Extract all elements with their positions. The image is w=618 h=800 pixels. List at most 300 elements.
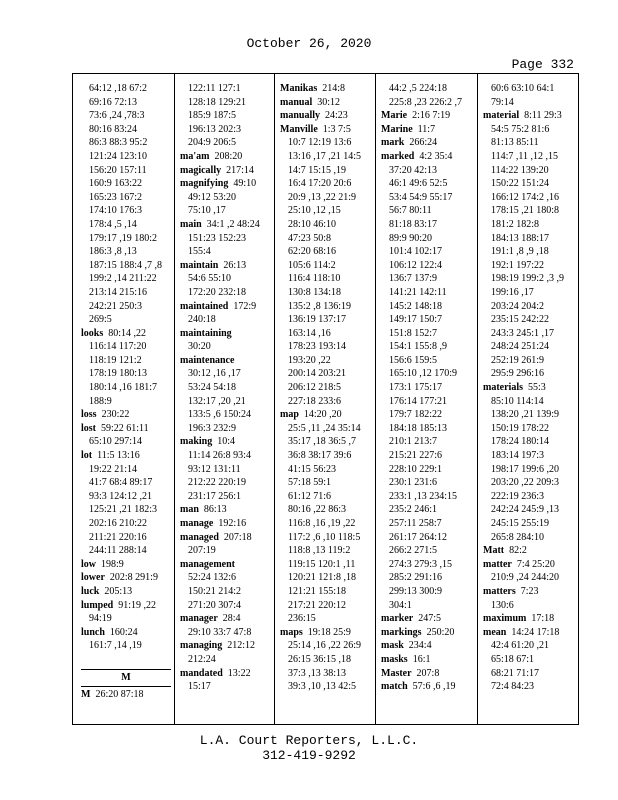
index-entry xyxy=(483,585,564,599)
index-continuation xyxy=(381,218,462,232)
page-refs: 30:12 xyxy=(312,96,341,108)
index-continuation xyxy=(280,435,361,449)
page-refs: 151:8 152:7 xyxy=(389,327,438,339)
index-continuation xyxy=(280,272,361,286)
index-entry xyxy=(180,327,260,341)
index-continuation xyxy=(280,395,361,409)
index-word: matters xyxy=(483,585,516,597)
index-continuation xyxy=(381,517,462,531)
page-refs: 230:22 xyxy=(96,409,130,421)
index-entry xyxy=(180,354,260,368)
index-continuation xyxy=(483,354,564,368)
index-word: magically xyxy=(180,164,222,176)
page-refs: 93:12 131:11 xyxy=(188,463,241,475)
index-continuation xyxy=(81,123,171,137)
page-refs: 271:20 307:4 xyxy=(188,599,242,611)
page-refs: 122:11 127:1 xyxy=(188,83,241,94)
index-continuation xyxy=(180,490,260,504)
index-entry xyxy=(381,150,462,164)
index-continuation xyxy=(483,517,564,531)
page-refs: 205:13 xyxy=(99,585,133,597)
page-refs: 13:22 xyxy=(222,667,251,679)
page-refs: 19:22 21:14 xyxy=(89,463,138,475)
page-refs: 228:10 229:1 xyxy=(389,463,443,475)
index-continuation xyxy=(483,340,564,354)
page-refs: 145:2 148:18 xyxy=(389,300,443,312)
index-word: maintain xyxy=(180,259,219,271)
page-refs: 41:7 68:4 89:17 xyxy=(89,477,153,489)
index-continuation xyxy=(483,463,564,477)
index-continuation xyxy=(483,313,564,327)
index-continuation xyxy=(81,245,171,259)
page-refs: 304:1 xyxy=(389,599,412,611)
index-continuation xyxy=(381,408,462,422)
index-word: Matt xyxy=(483,545,505,557)
index-entry xyxy=(381,626,462,640)
index-continuation xyxy=(280,653,361,667)
index-continuation xyxy=(81,232,171,246)
index-word: Master xyxy=(381,667,412,679)
footer xyxy=(0,733,618,763)
index-entry xyxy=(381,667,462,681)
index-continuation xyxy=(81,259,171,273)
index-continuation xyxy=(81,109,171,123)
page-refs: 150:19 178:22 xyxy=(491,422,550,434)
index-continuation xyxy=(280,191,361,205)
page-refs: 28:4 xyxy=(217,613,241,625)
index-word: materials xyxy=(483,382,523,394)
index-continuation xyxy=(483,667,564,681)
page-refs: 8:11 29:3 xyxy=(519,110,562,122)
page-refs: 54:6 55:10 xyxy=(188,273,232,285)
index-word: maintaining xyxy=(180,327,232,339)
page-refs: 245:15 255:19 xyxy=(491,518,550,529)
index-entry xyxy=(280,96,361,110)
index-word: M xyxy=(81,689,91,701)
page-refs: 125:21 ,21 182:3 xyxy=(89,504,158,516)
page-refs: 82:2 xyxy=(504,545,527,557)
page-refs: 64:12 ,18 67:2 xyxy=(89,83,148,94)
page-refs: 212:22 220:19 xyxy=(188,477,247,489)
index-continuation xyxy=(81,204,171,218)
index-entry xyxy=(81,327,171,341)
index-continuation xyxy=(81,82,171,96)
page-refs: 75:10 ,17 xyxy=(188,205,226,217)
index-continuation xyxy=(280,313,361,327)
page-refs: 17:18 xyxy=(526,613,555,625)
page-refs: 89:9 90:20 xyxy=(389,232,433,244)
page-refs: 116:14 117:20 xyxy=(89,341,147,353)
index-continuation xyxy=(81,164,171,178)
index-continuation xyxy=(180,96,260,110)
index-word: masks xyxy=(381,653,408,665)
index-continuation xyxy=(280,245,361,259)
index-continuation xyxy=(280,232,361,246)
index-entry xyxy=(180,435,260,449)
index-entry xyxy=(180,150,260,164)
page-refs: 191:1 ,8 ,9 ,18 xyxy=(491,246,549,258)
index-continuation xyxy=(280,476,361,490)
index-word: lunch xyxy=(81,626,105,638)
index-continuation xyxy=(381,313,462,327)
page-refs: 211:21 220:16 xyxy=(89,531,147,543)
page-refs: 37:3 ,13 38:13 xyxy=(288,667,347,679)
page-refs: 25:14 ,16 ,22 26:9 xyxy=(288,640,362,652)
page-refs: 85:10 114:14 xyxy=(491,395,544,407)
index-continuation xyxy=(180,544,260,558)
page-refs: 135:2 ,8 136:19 xyxy=(288,300,352,312)
page-number: Page 332 xyxy=(511,57,574,72)
index-continuation xyxy=(280,327,361,341)
page-refs: 72:4 84:23 xyxy=(491,681,535,693)
index-word: making xyxy=(180,436,213,448)
index-continuation xyxy=(180,367,260,381)
index-continuation xyxy=(483,476,564,490)
page-refs: 53:24 54:18 xyxy=(188,382,237,394)
index-continuation xyxy=(381,164,462,178)
page-refs: 42:4 61:20 ,21 xyxy=(491,640,550,652)
index-continuation xyxy=(81,272,171,286)
index-continuation xyxy=(483,571,564,585)
page-refs: 150:22 151:24 xyxy=(491,178,550,190)
page-refs: 118:8 ,13 119:2 xyxy=(288,545,351,557)
index-continuation xyxy=(483,96,564,110)
index-continuation xyxy=(280,204,361,218)
page-refs: 149:17 150:7 xyxy=(389,314,443,326)
index-continuation xyxy=(483,653,564,667)
index-continuation xyxy=(381,340,462,354)
index-continuation xyxy=(483,367,564,381)
page-refs: 156:20 157:11 xyxy=(89,164,147,176)
page-refs: 68:21 71:17 xyxy=(491,667,540,679)
index-continuation xyxy=(381,204,462,218)
index-continuation xyxy=(81,476,171,490)
index-continuation xyxy=(381,354,462,368)
page-refs: 236:15 xyxy=(288,613,316,625)
index-continuation xyxy=(483,327,564,341)
page-refs: 172:20 232:18 xyxy=(188,286,247,298)
page-refs: 180:14 ,16 181:7 xyxy=(89,382,158,394)
index-word: maintained xyxy=(180,300,229,312)
index-continuation xyxy=(81,136,171,150)
index-continuation xyxy=(81,177,171,191)
index-continuation xyxy=(180,313,260,327)
index-continuation xyxy=(280,531,361,545)
page-refs: 117:2 ,6 ,10 118:5 xyxy=(288,531,361,543)
index-continuation xyxy=(381,599,462,613)
page-refs: 214:8 xyxy=(317,83,346,94)
index-entry xyxy=(81,626,171,640)
page-refs: 35:17 ,18 36:5 ,7 xyxy=(288,436,357,448)
page-refs: 174:10 176:3 xyxy=(89,205,143,217)
page-refs: 160:24 xyxy=(104,626,138,638)
index-entry xyxy=(280,82,361,96)
page-refs: 215:21 227:6 xyxy=(389,450,443,462)
index-entry xyxy=(483,612,564,626)
index-continuation xyxy=(381,191,462,205)
index-continuation xyxy=(280,177,361,191)
page-refs: 94:19 xyxy=(89,613,112,625)
header-date: October 26, 2020 xyxy=(246,36,372,51)
page-refs: 257:11 258:7 xyxy=(389,518,442,529)
page-refs: 178:15 ,21 180:8 xyxy=(491,205,560,217)
page-refs: 116:4 118:10 xyxy=(288,273,341,285)
page-refs: 57:6 ,6 ,19 xyxy=(407,681,456,693)
page-refs: 202:8 291:9 xyxy=(104,572,158,584)
index-continuation xyxy=(381,327,462,341)
index-continuation xyxy=(180,653,260,667)
page-refs: 178:19 180:13 xyxy=(89,368,148,380)
index-continuation xyxy=(180,232,260,246)
page-refs: 250:20 xyxy=(421,626,455,638)
index-continuation xyxy=(381,259,462,273)
page-refs: 119:15 120:1 ,11 xyxy=(288,558,356,570)
index-continuation xyxy=(381,272,462,286)
index-continuation xyxy=(483,639,564,653)
page-refs: 36:8 38:17 39:6 xyxy=(288,450,352,462)
index-continuation xyxy=(381,381,462,395)
page-refs: 133:5 ,6 150:24 xyxy=(188,409,252,421)
index-entry xyxy=(180,164,260,178)
index-continuation xyxy=(81,544,171,558)
index-continuation xyxy=(483,191,564,205)
index-continuation xyxy=(280,164,361,178)
index-continuation xyxy=(81,517,171,531)
page-refs: 28:10 46:10 xyxy=(288,218,337,230)
page-refs: 47:23 50:8 xyxy=(288,232,332,244)
column-divider xyxy=(477,74,478,724)
index-word: marker xyxy=(381,613,414,625)
page-refs: 207:19 xyxy=(188,545,216,557)
index-continuation xyxy=(81,96,171,110)
page-refs: 86:13 xyxy=(198,504,227,516)
page-refs: 2:16 7:19 xyxy=(407,110,451,122)
page-refs: 176:14 177:21 xyxy=(389,395,448,407)
page-refs: 138:20 ,21 139:9 xyxy=(491,409,560,421)
index-continuation xyxy=(180,245,260,259)
index-entry xyxy=(483,381,564,395)
page-refs: 4:2 35:4 xyxy=(414,150,453,162)
index-entry xyxy=(381,123,462,137)
index-continuation xyxy=(483,395,564,409)
index-word: Marie xyxy=(381,110,408,122)
index-continuation xyxy=(483,408,564,422)
page-refs: 203:20 ,22 209:3 xyxy=(491,477,560,489)
index-entry xyxy=(81,408,171,422)
index-continuation xyxy=(180,476,260,490)
page-refs: 121:24 123:10 xyxy=(89,150,148,162)
page-refs: 10:4 xyxy=(212,436,236,448)
page-refs: 128:18 129:21 xyxy=(188,96,247,108)
page-refs: 132:17 ,20 ,21 xyxy=(188,395,246,407)
index-continuation xyxy=(280,639,361,653)
index-continuation xyxy=(280,680,361,694)
index-word: lower xyxy=(81,572,105,584)
index-continuation xyxy=(381,395,462,409)
page-refs: 29:10 33:7 47:8 xyxy=(188,626,252,638)
index-entry xyxy=(180,558,260,572)
blank-line xyxy=(81,653,171,667)
index-continuation xyxy=(180,286,260,300)
index-word: mean xyxy=(483,626,507,638)
page-refs: 116:8 ,16 ,19 ,22 xyxy=(288,518,356,529)
index-continuation xyxy=(381,245,462,259)
index-continuation xyxy=(180,340,260,354)
page-refs: 37:20 42:13 xyxy=(389,164,438,176)
page-refs: 80:14 ,22 xyxy=(103,327,147,339)
page-refs: 172:9 xyxy=(228,300,257,312)
index-continuation xyxy=(381,585,462,599)
index-word: marked xyxy=(381,150,415,162)
index-word: loss xyxy=(81,409,97,421)
index-continuation xyxy=(280,667,361,681)
page-refs: 198:19 199:2 ,3 ,9 xyxy=(491,273,565,285)
page-refs: 242:21 250:3 xyxy=(89,300,143,312)
page-refs: 11:14 26:8 93:4 xyxy=(188,450,251,462)
page-refs: 136:7 137:9 xyxy=(389,273,438,285)
page-refs: 165:10 ,12 170:9 xyxy=(389,368,458,380)
page-refs: 80:16 ,22 86:3 xyxy=(288,504,347,516)
index-continuation xyxy=(280,286,361,300)
index-word: maintenance xyxy=(180,354,235,366)
index-word: matter xyxy=(483,558,512,570)
page-refs: 233:1 ,13 234:15 xyxy=(389,490,458,502)
index-continuation xyxy=(280,517,361,531)
index-word: luck xyxy=(81,585,100,597)
page-refs: 61:12 71:6 xyxy=(288,490,332,502)
page-refs: 212:24 xyxy=(188,653,216,665)
page-refs: 243:3 245:1 ,17 xyxy=(491,327,555,339)
page-refs: 244:11 288:14 xyxy=(89,545,147,557)
index-continuation xyxy=(381,232,462,246)
index-continuation xyxy=(381,177,462,191)
section-rule xyxy=(81,686,171,687)
index-continuation xyxy=(483,300,564,314)
index-continuation xyxy=(81,313,171,327)
index-word: lumped xyxy=(81,599,114,611)
index-word: managed xyxy=(180,531,219,543)
index-continuation xyxy=(381,571,462,585)
page-refs: 114:22 139:20 xyxy=(491,164,549,176)
index-continuation xyxy=(280,544,361,558)
page-refs: 184:13 188:17 xyxy=(491,232,550,244)
index-entry xyxy=(180,667,260,681)
index-continuation xyxy=(180,449,260,463)
page-refs: 11:5 13:16 xyxy=(92,450,140,462)
page-refs: 25:5 ,11 ,24 35:14 xyxy=(288,422,361,434)
page-refs: 179:17 ,19 180:2 xyxy=(89,232,158,244)
page-refs: 93:3 124:12 ,21 xyxy=(89,490,153,502)
page-refs: 192:1 197:22 xyxy=(491,259,545,271)
index-continuation xyxy=(280,490,361,504)
index-entry xyxy=(180,259,260,273)
index-continuation xyxy=(381,544,462,558)
page-refs: 207:8 xyxy=(411,667,440,679)
index-entry xyxy=(81,449,171,463)
index-continuation xyxy=(381,435,462,449)
index-continuation xyxy=(81,300,171,314)
index-continuation xyxy=(81,218,171,232)
page-refs: 20:9 ,13 ,22 21:9 xyxy=(288,191,357,203)
page-refs: 199:16 ,17 xyxy=(491,286,534,298)
page-refs: 165:23 167:2 xyxy=(89,191,143,203)
page-refs: 235:2 246:1 xyxy=(389,504,438,516)
index-continuation xyxy=(81,340,171,354)
page-refs: 210:1 213:7 xyxy=(389,436,438,448)
index-word: material xyxy=(483,110,520,122)
index-continuation xyxy=(180,204,260,218)
index-continuation xyxy=(81,367,171,381)
index-entry xyxy=(483,558,564,572)
page-refs: 188:9 xyxy=(89,395,112,407)
index-continuation xyxy=(280,503,361,517)
index-entry xyxy=(180,531,260,545)
index-continuation xyxy=(81,503,171,517)
page-refs: 65:10 297:14 xyxy=(89,436,143,448)
page-refs: 106:12 122:4 xyxy=(389,259,443,271)
page-refs: 44:2 ,5 224:18 xyxy=(389,83,448,94)
index-word: magnifying xyxy=(180,178,229,190)
index-entry xyxy=(180,612,260,626)
index-entry xyxy=(381,109,462,123)
index-continuation xyxy=(180,585,260,599)
page-refs: 14:7 15:15 ,19 xyxy=(288,164,347,176)
index-continuation xyxy=(483,272,564,286)
page-refs: 178:24 180:14 xyxy=(491,436,550,448)
index-word: lost xyxy=(81,422,96,434)
page-refs: 240:18 xyxy=(188,314,216,326)
index-entry xyxy=(381,653,462,667)
index-continuation xyxy=(180,422,260,436)
page-refs: 151:23 152:23 xyxy=(188,232,247,244)
index-word: manager xyxy=(180,613,218,625)
page-refs: 179:7 182:22 xyxy=(389,409,443,421)
index-continuation xyxy=(280,218,361,232)
index-continuation xyxy=(280,367,361,381)
index-continuation xyxy=(280,612,361,626)
page-refs: 130:6 xyxy=(491,599,514,611)
index-continuation xyxy=(180,191,260,205)
index-continuation xyxy=(280,558,361,572)
index-continuation xyxy=(180,381,260,395)
index-continuation xyxy=(81,150,171,164)
index-continuation xyxy=(381,367,462,381)
index-continuation xyxy=(81,639,171,653)
page-refs: 285:2 291:16 xyxy=(389,572,443,584)
page-refs: 54:5 75:2 81:6 xyxy=(491,123,550,135)
page-refs: 7:23 xyxy=(515,585,539,597)
index-continuation xyxy=(483,286,564,300)
page-refs: 101:4 102:17 xyxy=(389,246,443,258)
index-entry xyxy=(381,639,462,653)
index-word: ma'am xyxy=(180,150,210,162)
page-refs: 26:20 87:18 xyxy=(90,689,144,701)
index-continuation xyxy=(180,136,260,150)
page-refs: 261:17 264:12 xyxy=(389,531,448,543)
index-word: mask xyxy=(381,640,404,652)
page-refs: 227:18 233:6 xyxy=(288,395,342,407)
index-entry xyxy=(483,626,564,640)
index-entry xyxy=(180,218,260,232)
page-refs: 52:24 132:6 xyxy=(188,572,237,584)
index-continuation xyxy=(483,82,564,96)
page-refs: 55:3 xyxy=(523,382,546,394)
index-continuation xyxy=(81,286,171,300)
index-continuation xyxy=(483,123,564,137)
index-continuation xyxy=(180,463,260,477)
page-refs: 10:7 12:19 13:6 xyxy=(288,137,352,149)
index-column-2 xyxy=(180,82,260,694)
